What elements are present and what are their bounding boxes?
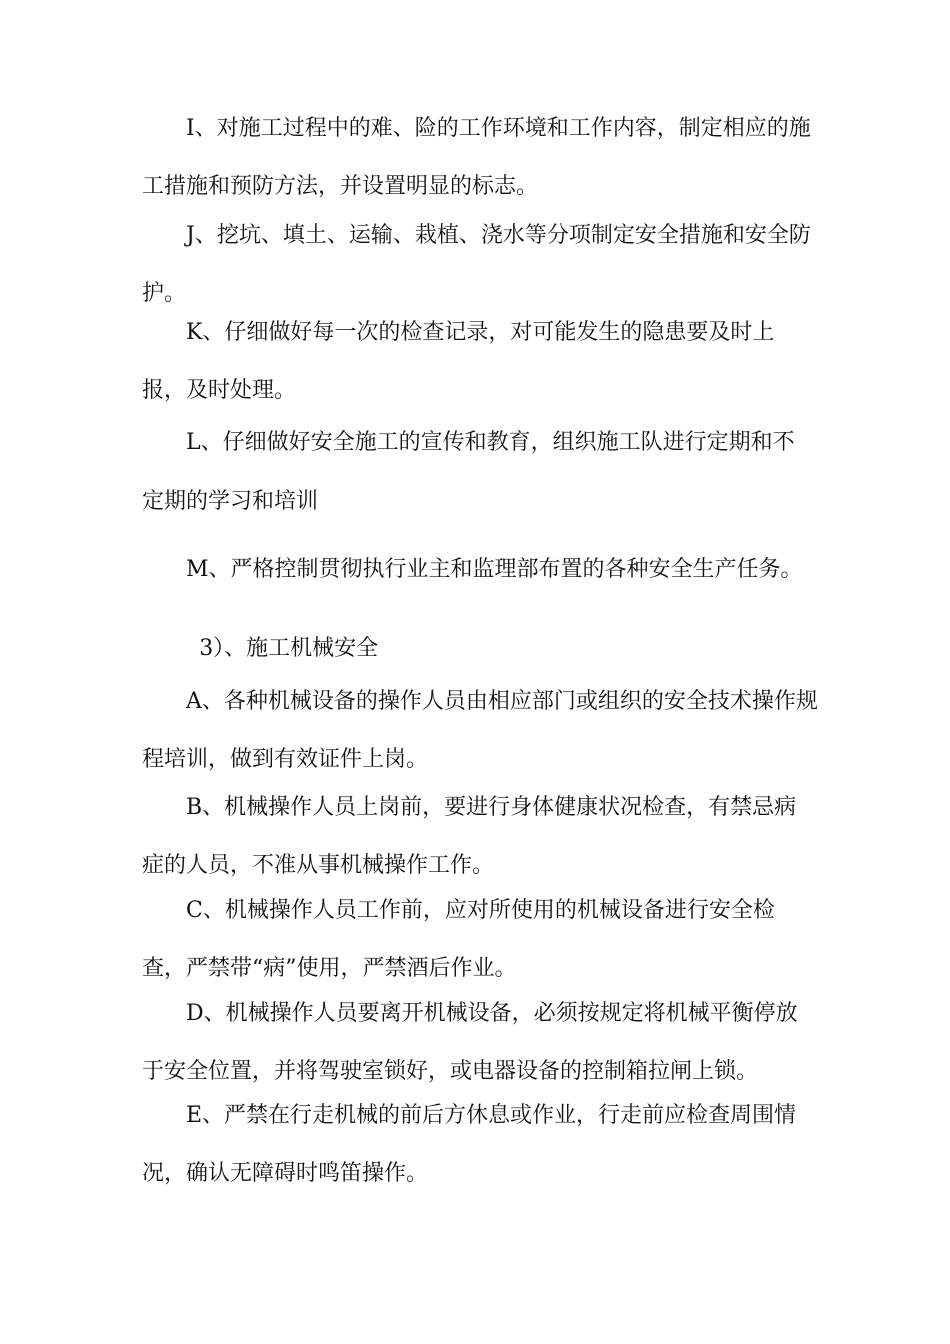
paragraph-c: C、机械操作人员工作前，应对所使用的机械设备进行安全检查，严禁带“病”使用，严禁酒后作业。 — [142, 898, 775, 981]
paragraph-k: K、仔细做好每一次的检查记录，对可能发生的隐患要及时上报，及时处理。 — [142, 320, 775, 403]
paragraph-i: I、对施工过程中的难、险的工作环境和工作内容，制定相应的施工措施和预防方法，并设置明显的标志。 — [142, 116, 811, 199]
paragraph-b: B、机械操作人员上岗前，要进行身体健康状况检查，有禁忌病症的人员，不准从事机械操作工作。 — [142, 795, 797, 878]
paragraph-d: D、机械操作人员要离开机械设备，必须按规定将机械平衡停放于安全位置，并将驾驶室锁好，或电器设备的控制箱拉闸上锁。 — [142, 1001, 798, 1084]
paragraph-e: E、严禁在行走机械的前后方休息或作业，行走前应检查周围情况，确认无障碍时鸣笛操作。 — [142, 1103, 797, 1186]
section-heading: 3）、施工机械安全 — [199, 636, 379, 661]
paragraph-j: J、挖坑、填土、运输、栽植、浇水等分项制定安全措施和安全防护。 — [142, 223, 811, 306]
paragraph-m: M、严格控制贯彻执行业主和监理部布置的各种安全生产任务。 — [186, 557, 803, 582]
paragraph-a: A、各种机械设备的操作人员由相应部门或组织的安全技术操作规程培训，做到有效证件上岗。 — [142, 689, 818, 772]
paragraph-l-line2: 定期的学习和培训 — [142, 489, 319, 514]
paragraph-l-line1: L、仔细做好安全施工的宣传和教育，组织施工队进行定期和不 — [186, 430, 795, 455]
